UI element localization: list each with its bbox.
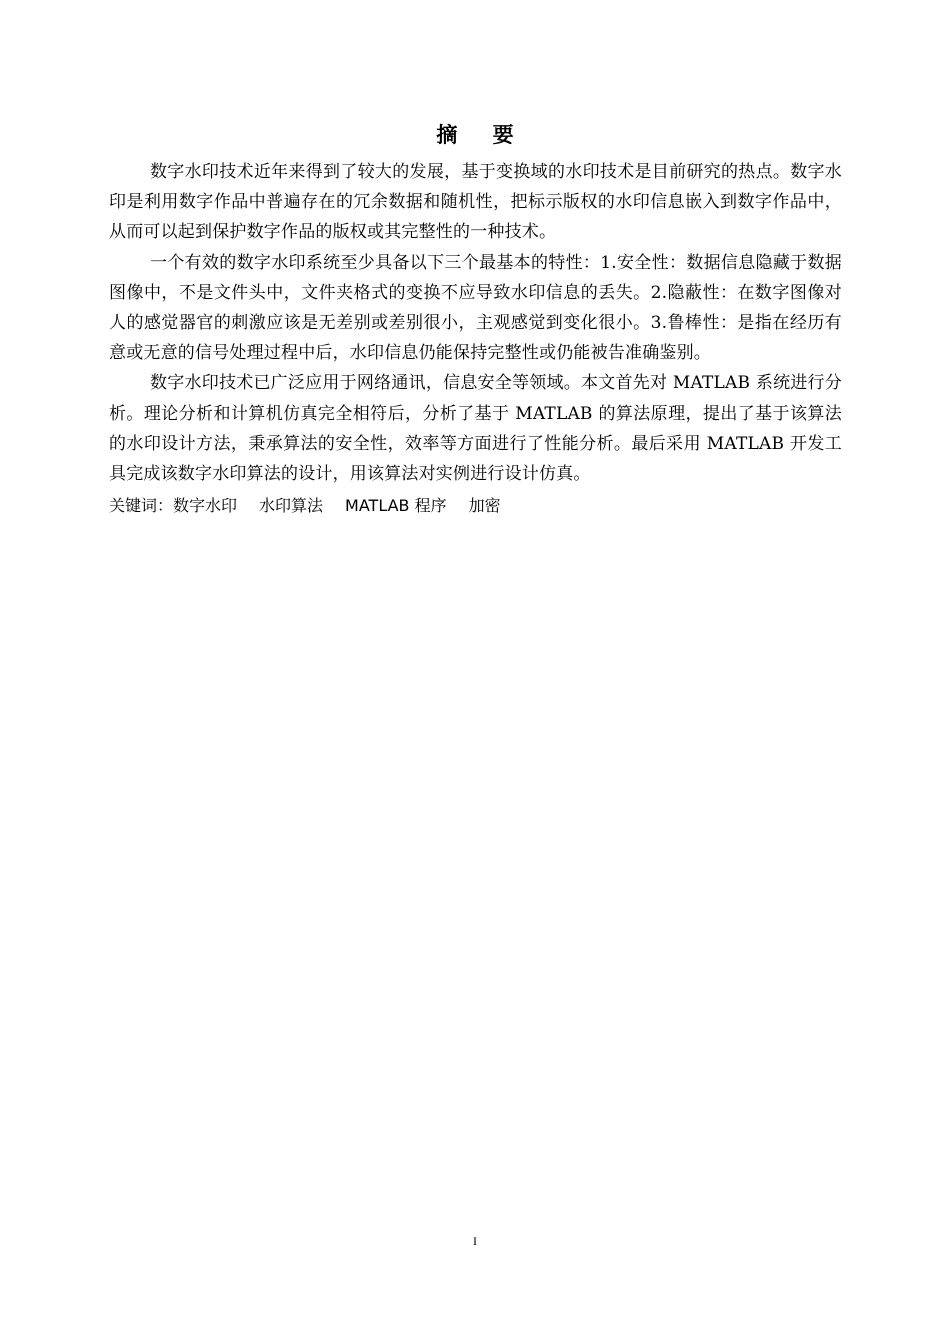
keyword-item: 水印算法 [259, 496, 324, 516]
abstract-paragraph-2: 一个有效的数字水印系统至少具备以下三个最基本的特性：1.安全性：数据信息隐藏于数据图像中，不是文件头中，文件夹格式的变换不应导致水印信息的丢失。2.隐蔽性：在数字图像对人的感觉器官的刺激应该是无差别或差别很小，主观感觉到变化很小。3.鲁棒性：是指在经历有意或无意的信号处理过程中后，水印信息仍能保持完整性或仍能被告准确鉴别。 [109, 252, 842, 364]
abstract-paragraph-3: 数字水印技术已广泛应用于网络通讯，信息安全等领域。本文首先对 MATLAB 系统进行分析。理论分析和计算机仿真完全相符后，分析了基于 MATLAB 的算法原理，提出了基于该算法的水印设计方法，秉承算法的安全性，效率等方面进行了性能分析。最后采用 MATLAB 开发工具完成该数字水印算法的设计，用该算法对实例进行设计仿真。 [109, 373, 842, 485]
abstract-paragraph-1: 数字水印技术近年来得到了较大的发展，基于变换域的水印技术是目前研究的热点。数字水印是利用数字作品中普遍存在的冗余数据和随机性，把标示版权的水印信息嵌入到数字作品中，从而可以起到保护数字作品的版权或其完整性的一种技术。 [109, 162, 842, 243]
keyword-item: MATLAB 程序 [345, 496, 447, 516]
abstract-body [109, 157, 842, 519]
keywords-line [109, 493, 842, 519]
abstract-title: 摘 要 [436, 123, 528, 147]
keywords-label: 关键词： [109, 496, 174, 516]
page-number: I [473, 1234, 477, 1248]
keyword-item: 加密 [468, 496, 501, 516]
keyword-item: 数字水印 [173, 496, 238, 516]
